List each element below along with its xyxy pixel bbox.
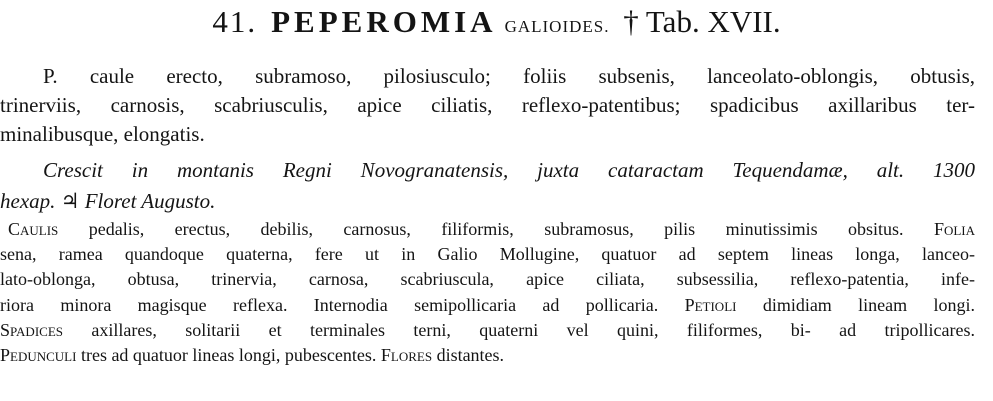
species-epithet: GALIOIDES.	[504, 17, 610, 36]
description-text: dimidiam lineam longi.	[736, 294, 975, 315]
diagnosis-paragraph	[0, 62, 975, 149]
term-flores: Flores	[380, 345, 433, 366]
term-petioli: Petioli	[684, 294, 737, 315]
genus-name: PEPEROMIA	[271, 4, 497, 39]
term-caulis: Caulis	[8, 219, 59, 239]
habitat-paragraph	[0, 155, 975, 217]
description-text: riora minora magisque reflexa. Internodia semipollicaria ad pollicaria.	[0, 294, 685, 315]
diagnosis-line: minalibusque, elongatis.	[0, 122, 205, 146]
description-paragraph	[0, 217, 975, 368]
description-line	[0, 217, 975, 242]
term-spadices: Spadices	[0, 319, 63, 340]
plate-reference: † Tab. XVII.	[623, 4, 781, 39]
term-pedunculi: Pedunculi	[0, 345, 77, 366]
description-text: tres ad quatuor lineas longi, pubescentes.	[76, 345, 381, 366]
term-folia: Folia	[933, 219, 975, 239]
species-number: 41.	[212, 4, 258, 39]
diagnosis-line: trinerviis, carnosis, scabriusculis, apice ciliatis, reflexo-patentibus; spadicibus axillaribus ter-	[0, 93, 975, 117]
description-line: lato-oblonga, obtusa, trinervia, carnosa, scabriuscula, apice ciliata, subsessilia, reflexo-patentia, infe-	[0, 269, 975, 290]
diagnosis-line: P. caule erecto, subramoso, pilosiusculo; foliis subsenis, lanceolato-oblongis, obtusis,	[43, 64, 975, 88]
description-line	[0, 343, 975, 368]
description-text: distantes.	[432, 345, 505, 366]
description-line: sena, ramea quandoque quaterna, fere ut in Galio Mollugine, quatuor ad septem lineas longa, lanceo-	[0, 244, 975, 265]
description-line	[0, 318, 975, 343]
species-heading	[0, 2, 993, 47]
description-text: pedalis, erectus, debilis, carnosus, filiformis, subramosus, pilis minutissimis obsitus.	[58, 219, 934, 239]
description-line	[0, 293, 975, 318]
habitat-line: Crescit in montanis Regni Novogranatensis, juxta cataractam Tequendamæ, alt. 1300	[43, 158, 975, 182]
description-text: axillares, solitarii et terminales terni, quaterni vel quini, filiformes, bi- ad tripollicares.	[63, 319, 975, 340]
habitat-line: hexap. ♃ Floret Augusto.	[0, 189, 216, 213]
